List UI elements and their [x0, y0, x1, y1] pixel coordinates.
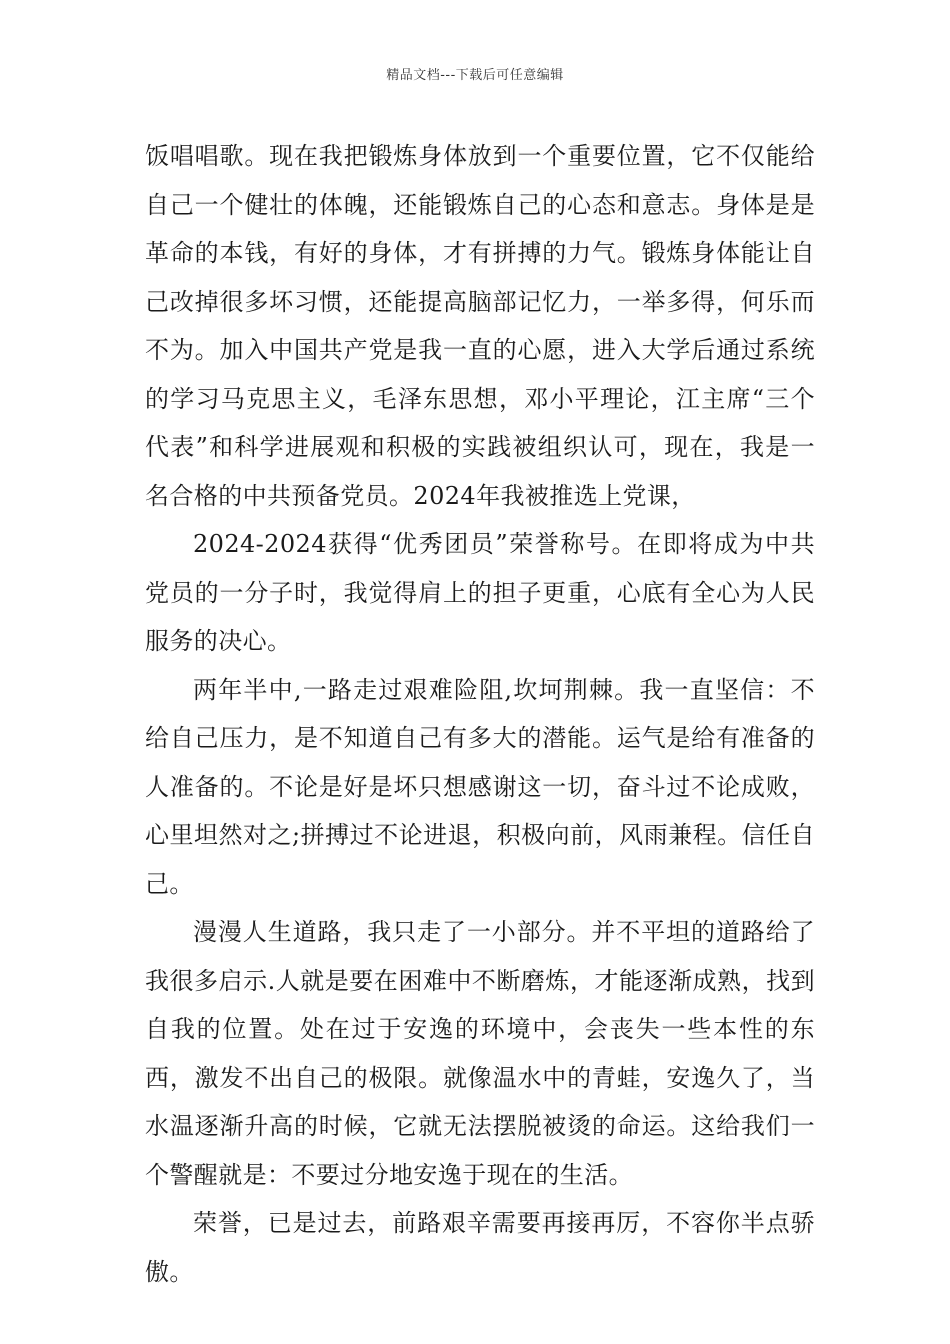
- paragraph: 荣誉，已是过去，前路艰辛需要再接再厉，不容你半点骄傲。: [145, 1209, 815, 1286]
- paragraph: 漫漫人生道路，我只走了一小部分。并不平坦的道路给了我很多启示.人就是要在困难中不断磨炼，才能逐渐成熟，找到自我的位置。处在过于安逸的环境中，会丧失一些本性的东西，激发不出自己的极限。就像温水中的青蛙，安逸久了，当水温逐渐升高的时候，它就无法摆脱被烫的命运。这给我们一个警醒就是：不要过分地安逸于现在的生活。: [145, 918, 815, 1189]
- paragraph: 饭唱唱歌。现在我把锻炼身体放到一个重要位置，它不仅能给自己一个健壮的体魄，还能锻炼自己的心态和意志。身体是是革命的本钱，有好的身体，才有拼搏的力气。锻炼身体能让自己改掉很多坏习惯，还能提高脑部记忆力，一举多得，何乐而不为。加入中国共产党是我一直的心愿，进入大学后通过系统的学习马克思主义，毛泽东思想，邓小平理论，江主席“三个代表”和科学进展观和积极的实践被组织认可，现在，我是一名合格的中共预备党员。2024年我被推选上党课，: [145, 142, 815, 510]
- paragraph: 两年半中,一路走过艰难险阻,坎坷荆棘。我一直坚信：不给自己压力，是不知道自己有多大的潜能。运气是给有准备的人准备的。不论是好是坏只想感谢这一切，奋斗过不论成败，心里坦然对之;拼搏过不论进退，积极向前，风雨兼程。信任自己。: [145, 675, 815, 898]
- paragraph: 2024-2024获得“优秀团员”荣誉称号。在即将成为中共党员的一分子时，我觉得肩上的担子更重，心底有全心为人民服务的决心。: [145, 530, 815, 655]
- document-body: [145, 132, 815, 1296]
- page-header: 精品文档---下载后可任意编辑: [386, 68, 564, 83]
